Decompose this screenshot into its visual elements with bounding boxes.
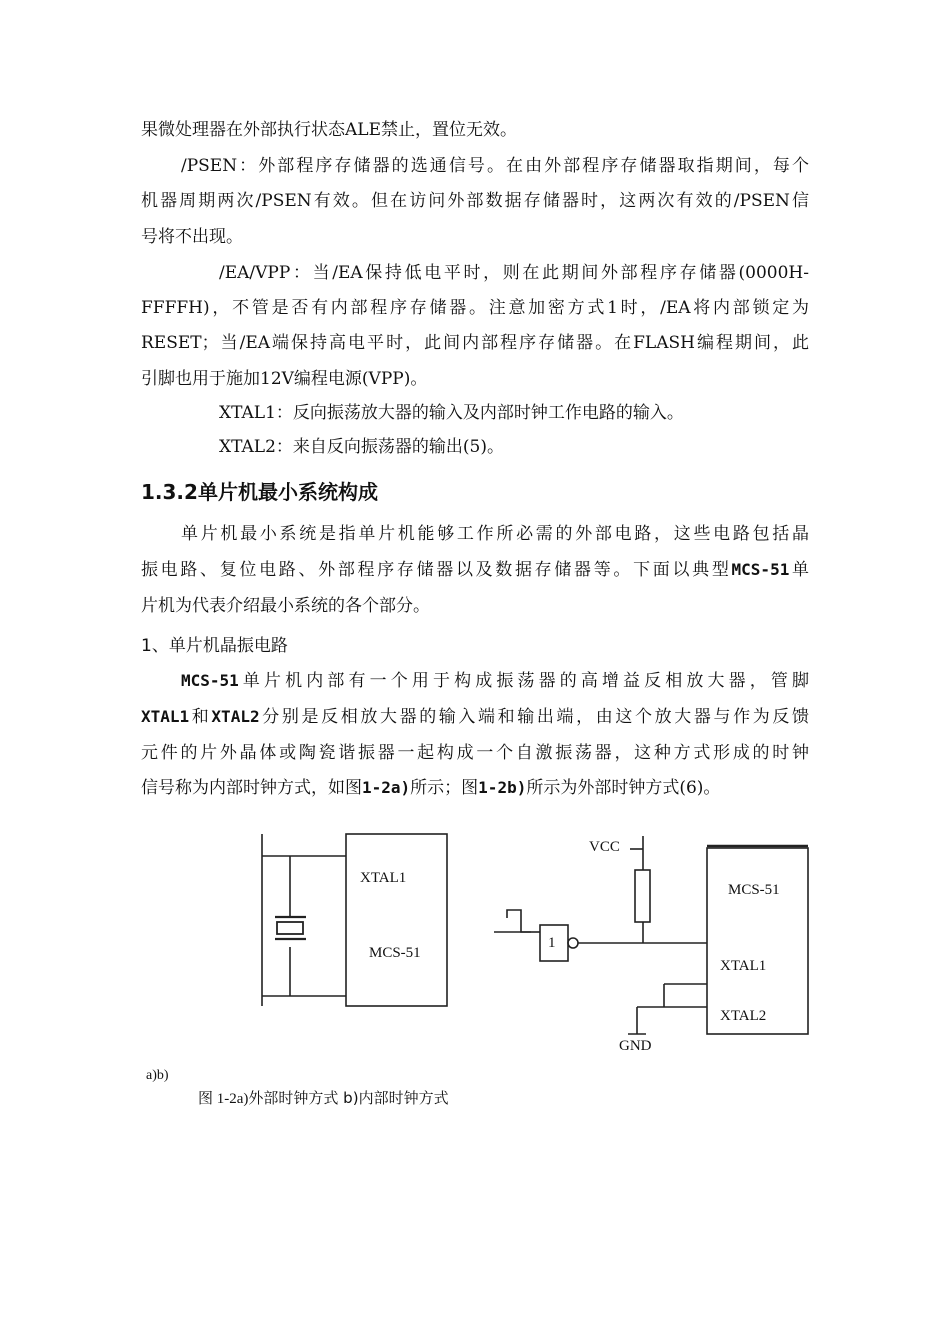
body-text-4c: 所示；图: [410, 778, 479, 798]
section-title: 1.3.2单片机最小系统构成: [141, 480, 378, 504]
paragraph-ea-line-1: /EA/VPP：当/EA保持低电平时，则在此期间外部程序存储器(0000H-: [219, 263, 809, 283]
body-xtal2: XTAL2: [211, 707, 260, 726]
right-xtal1-label: XTAL1: [720, 958, 767, 974]
body-fig-ref-b: 1-2b): [478, 778, 527, 797]
body-line-3: 元件的片外晶体或陶瓷谐振器一起构成一个自激振荡器，这种方式形成的时钟: [141, 743, 809, 763]
intro-text-end: 单: [789, 560, 810, 580]
section-intro-line-3: 片机为代表介绍最小系统的各个部分。: [141, 596, 430, 616]
gnd-label: GND: [619, 1038, 652, 1054]
pullup-resistor: [635, 870, 650, 922]
paragraph-ea-line-3: RESET；当/EA端保持高电平时，此间内部程序存储器。在FLASH编程期间，此: [141, 333, 809, 353]
body-mcs51: MCS-51: [181, 671, 239, 690]
left-chip-label: MCS-51: [369, 945, 421, 961]
left-chip-box: [346, 834, 447, 1006]
body-text-4a: 信号称为内部时钟方式，如图: [141, 778, 362, 798]
paragraph-ale: 果微处理器在外部执行状态ALE禁止，置位无效。: [141, 120, 517, 140]
right-chip-box: [707, 848, 808, 1034]
figure-subpart-labels: a)b): [146, 1068, 169, 1083]
caption-number: 图 1-2a): [198, 1091, 249, 1107]
paragraph-xtal2: XTAL2：来自反向振荡器的输出(5)。: [219, 437, 504, 457]
vcc-label: VCC: [589, 839, 620, 855]
body-fig-ref-a: 1-2a): [362, 778, 411, 797]
paragraph-psen-line-3: 号将不出现。: [141, 227, 243, 247]
body-and: 和: [189, 707, 212, 727]
figure-caption: [198, 1087, 449, 1108]
body-text-4e: 所示为外部时钟方式(6)。: [526, 778, 721, 798]
inverter-bubble: [568, 938, 578, 948]
paragraph-ea-line-2: FFFFH)，不管是否有内部程序存储器。注意加密方式1时，/EA将内部锁定为: [141, 298, 809, 318]
right-chip-label: MCS-51: [728, 882, 780, 898]
intro-mcs51: MCS-51: [731, 560, 790, 579]
caption-part-a: 外部时钟方式 b): [248, 1089, 359, 1107]
subsection-title: 1、单片机晶振电路: [141, 636, 288, 656]
paragraph-psen-line-1: /PSEN：外部程序存储器的选通信号。在由外部程序存储器取指期间，每个: [181, 156, 809, 176]
crystal-body: [277, 922, 303, 934]
body-text-2: 分别是反相放大器的输入端和输出端，由这个放大器与作为反馈: [259, 707, 810, 727]
right-xtal2-label: XTAL2: [720, 1008, 767, 1024]
paragraph-xtal1: XTAL1：反向振荡放大器的输入及内部时钟工作电路的输入。: [219, 403, 684, 423]
body-xtal1: XTAL1: [141, 707, 190, 726]
intro-text: 振电路、复位电路、外部程序存储器以及数据存储器等。下面以典型: [141, 560, 732, 580]
paragraph-psen-line-2: 机器周期两次/PSEN有效。但在访问外部数据存储器时，这两次有效的/PSEN信: [141, 191, 809, 211]
caption-part-b: 内部时钟方式: [358, 1089, 449, 1107]
paragraph-ea-line-4: 引脚也用于施加12V编程电源(VPP)。: [141, 369, 428, 389]
section-intro-line-1: 单片机最小系统是指单片机能够工作所必需的外部电路，这些电路包括晶: [181, 524, 809, 544]
pulse-symbol: [507, 910, 531, 932]
left-xtal1-label: XTAL1: [360, 870, 407, 886]
inverter-gate-label: 1: [548, 935, 556, 951]
body-text: 单片机内部有一个用于构成振荡器的高增益反相放大器，管脚: [238, 671, 809, 691]
